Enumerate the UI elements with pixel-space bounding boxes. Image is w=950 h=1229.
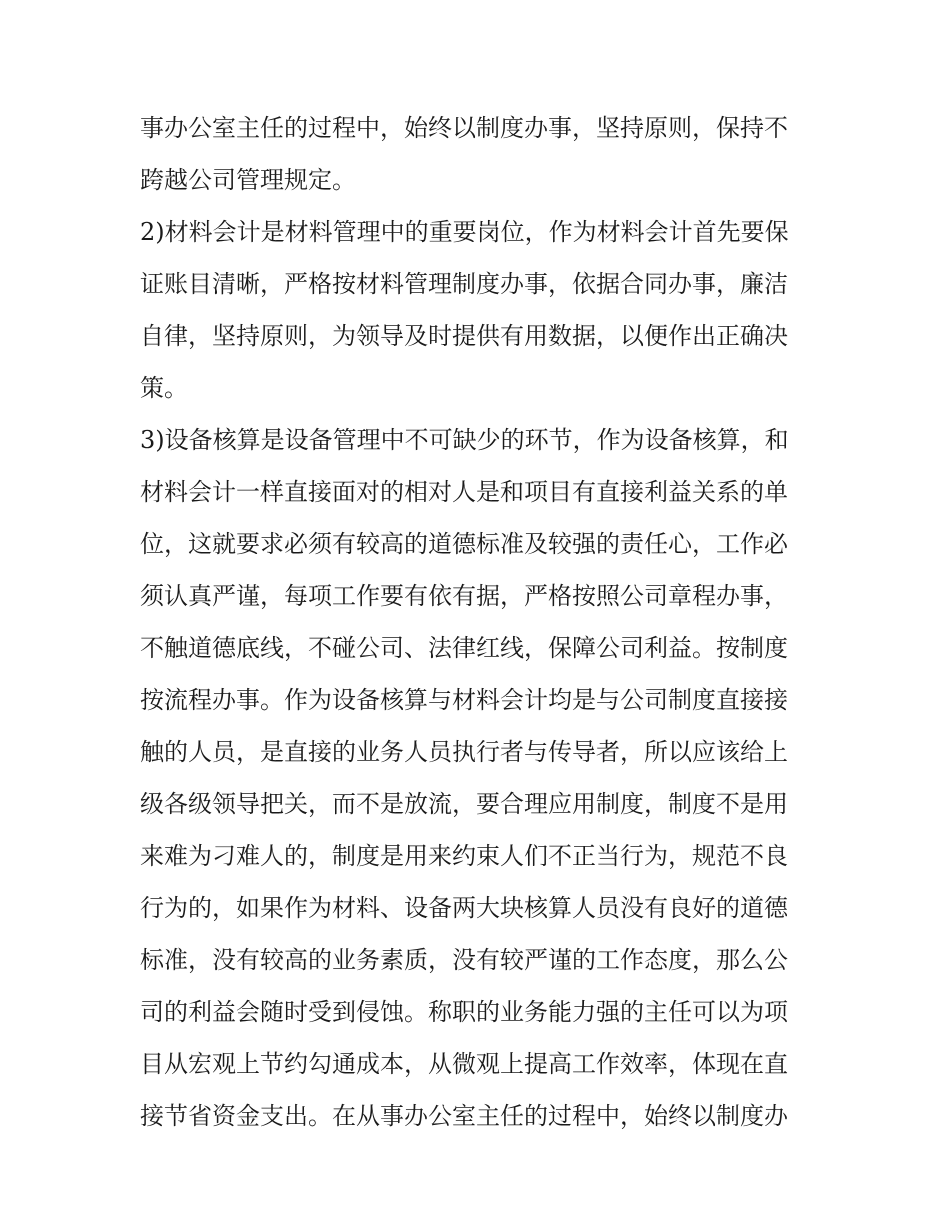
text-line: 级各级领导把关，而不是放流，要合理应用制度，制度不是用 bbox=[140, 790, 788, 818]
text-line: 触的人员，是直接的业务人员执行者与传导者，所以应该给上 bbox=[140, 738, 788, 766]
text-line: 司的利益会随时受到侵蚀。称职的业务能力强的主任可以为项 bbox=[140, 998, 788, 1026]
text-line: 接节省资金支出。在从事办公室主任的过程中，始终以制度办 bbox=[140, 1102, 788, 1130]
document-body bbox=[140, 102, 816, 1142]
text-line: 不触道德底线，不碰公司、法律红线，保障公司利益。按制度 bbox=[140, 634, 788, 662]
text-line: 事办公室主任的过程中，始终以制度办事，坚持原则，保持不 bbox=[140, 114, 788, 142]
text-line: 按流程办事。作为设备核算与材料会计均是与公司制度直接接 bbox=[140, 686, 788, 714]
text-line: 证账目清晰，严格按材料管理制度办事，依据合同办事，廉洁 bbox=[140, 270, 788, 298]
text-line: 目从宏观上节约勾通成本，从微观上提高工作效率，体现在直 bbox=[140, 1050, 788, 1078]
text-line: 材料会计一样直接面对的相对人是和项目有直接利益关系的单 bbox=[140, 478, 788, 506]
text-line: 来难为刁难人的，制度是用来约束人们不正当行为，规范不良 bbox=[140, 842, 788, 870]
text-line: 位，这就要求必须有较高的道德标准及较强的责任心，工作必 bbox=[140, 530, 788, 558]
text-line: 3)设备核算是设备管理中不可缺少的环节，作为设备核算，和 bbox=[140, 426, 789, 454]
text-line: 2)材料会计是材料管理中的重要岗位，作为材料会计首先要保 bbox=[140, 218, 789, 246]
text-line: 跨越公司管理规定。 bbox=[140, 166, 356, 194]
text-line: 行为的，如果作为材料、设备两大块核算人员没有良好的道德 bbox=[140, 894, 788, 922]
text-line: 自律，坚持原则，为领导及时提供有用数据，以便作出正确决 bbox=[140, 322, 788, 350]
text-line: 策。 bbox=[140, 374, 188, 402]
text-line: 须认真严谨，每项工作要有依有据，严格按照公司章程办事， bbox=[140, 582, 788, 610]
text-line: 标准，没有较高的业务素质，没有较严谨的工作态度，那么公 bbox=[140, 946, 788, 974]
